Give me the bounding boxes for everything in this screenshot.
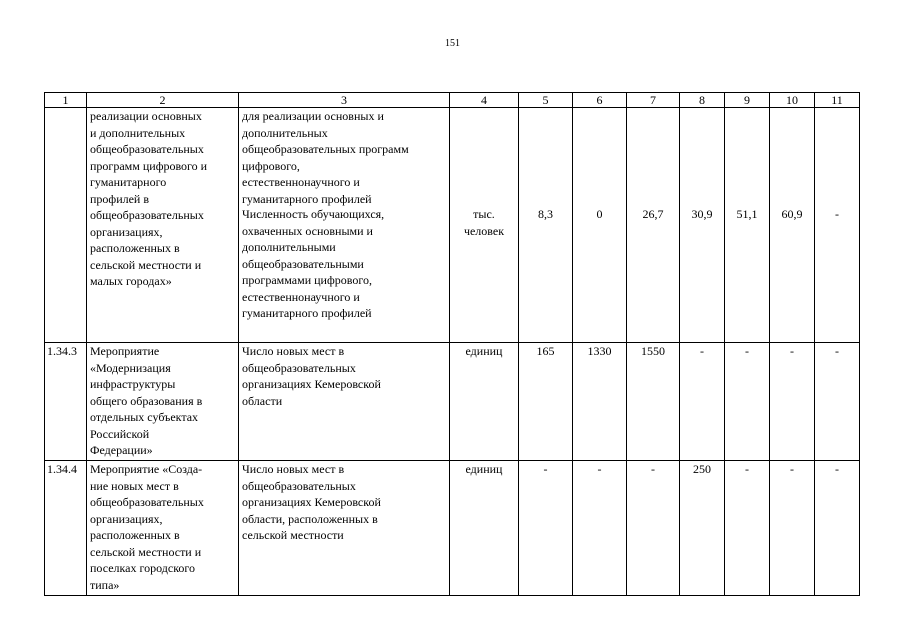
column-number: 3 bbox=[239, 93, 450, 108]
value: - bbox=[725, 343, 770, 461]
value: - bbox=[725, 461, 770, 596]
value bbox=[522, 108, 569, 206]
column-number: 4 bbox=[450, 93, 519, 108]
column-number: 10 bbox=[770, 93, 815, 108]
value bbox=[576, 108, 623, 206]
value: - bbox=[573, 461, 627, 596]
column-number: 9 bbox=[725, 93, 770, 108]
value: 30,9 bbox=[691, 207, 713, 221]
unit-cell bbox=[450, 108, 519, 343]
column-number: 6 bbox=[573, 93, 627, 108]
value: 165 bbox=[519, 343, 573, 461]
value bbox=[630, 108, 676, 206]
value: 8,3 bbox=[538, 207, 553, 221]
page-number: 151 bbox=[445, 38, 460, 49]
table-row bbox=[45, 461, 860, 596]
value: - bbox=[770, 461, 815, 596]
row-id: 1.34.4 bbox=[45, 461, 87, 596]
value: 0 bbox=[596, 207, 603, 221]
indicator-text: Численность обучающихся, охваченных основными и дополнительными общеобразовательными программами цифрового, естественнонаучного и гуманитарного профилей bbox=[242, 207, 385, 320]
unit-text bbox=[453, 108, 515, 206]
value-cell bbox=[725, 108, 770, 343]
value: 51,1 bbox=[736, 207, 758, 221]
value-cell bbox=[627, 108, 680, 343]
unit-text: единиц bbox=[450, 461, 519, 596]
indicator-text: Число новых мест в общеобразовательных организациях Кемеровской области bbox=[239, 343, 450, 461]
value: - bbox=[627, 461, 680, 596]
value bbox=[818, 108, 856, 206]
indicator-text: для реализации основных и дополнительных общеобразовательных программ цифрового, естественнонаучного и гуманитарного профилей bbox=[242, 109, 409, 206]
column-number: 2 bbox=[87, 93, 239, 108]
value bbox=[683, 108, 721, 206]
value-cell bbox=[680, 108, 725, 343]
row-id: 1.34.3 bbox=[45, 343, 87, 461]
value: 1330 bbox=[573, 343, 627, 461]
value: 250 bbox=[680, 461, 725, 596]
unit-text: тыс. человек bbox=[463, 207, 505, 238]
column-number: 1 bbox=[45, 93, 87, 108]
program-table bbox=[44, 92, 860, 596]
value: - bbox=[815, 461, 860, 596]
value-cell bbox=[519, 108, 573, 343]
column-number: 5 bbox=[519, 93, 573, 108]
unit-text: единиц bbox=[450, 343, 519, 461]
activity-name: Мероприятие «Созда- ние новых мест в общеобразовательных организациях, расположенных в сельской местности и поселках городского типа» bbox=[87, 461, 239, 596]
activity-name: Мероприятие «Модернизация инфраструктуры общего образования в отдельных субъектах Российской Федерации» bbox=[87, 343, 239, 461]
table-row bbox=[45, 343, 860, 461]
value-cell bbox=[770, 108, 815, 343]
value: - bbox=[815, 343, 860, 461]
value: 1550 bbox=[627, 343, 680, 461]
indicator-cell bbox=[239, 108, 450, 343]
table-row bbox=[45, 108, 860, 343]
column-number-row bbox=[45, 93, 860, 108]
value: - bbox=[835, 207, 839, 221]
indicator-text: Число новых мест в общеобразовательных организациях Кемеровской области, расположенных в сельской местности bbox=[239, 461, 450, 596]
column-number: 11 bbox=[815, 93, 860, 108]
value bbox=[773, 108, 811, 206]
value bbox=[728, 108, 766, 206]
column-number: 8 bbox=[680, 93, 725, 108]
value: - bbox=[519, 461, 573, 596]
value: - bbox=[770, 343, 815, 461]
activity-name: реализации основных и дополнительных общеобразовательных программ цифрового и гуманитарного профилей в общеобразовательных организациях, расположенных в сельской местности и малых городах» bbox=[87, 108, 239, 343]
column-number: 7 bbox=[627, 93, 680, 108]
row-id bbox=[45, 108, 87, 343]
value: 26,7 bbox=[642, 207, 664, 221]
value-cell bbox=[573, 108, 627, 343]
value-cell bbox=[815, 108, 860, 343]
value: - bbox=[680, 343, 725, 461]
value: 60,9 bbox=[781, 207, 803, 221]
